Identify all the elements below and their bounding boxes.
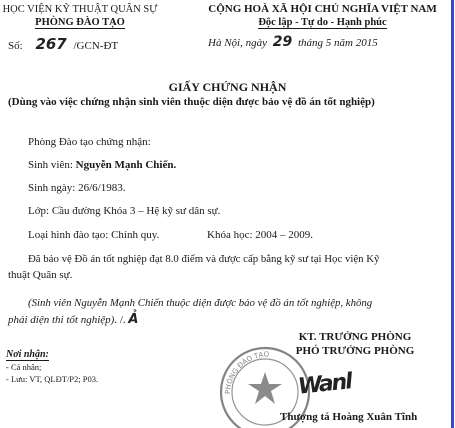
nation-name: CỘNG HOÀ XÃ HỘI CHỦ NGHĨA VIỆT NAM: [208, 3, 437, 15]
dept-name: PHÒNG ĐÀO TẠO: [35, 17, 125, 28]
class-line: Lớp: Cầu đường Khóa 3 – Hệ kỹ sư dân sự.: [28, 205, 221, 217]
sign-title-2: PHÓ TRƯỞNG PHÒNG: [295, 345, 415, 357]
handwritten-signature: Wanl: [296, 369, 352, 400]
date-suffix: tháng 5 năm 2015: [297, 37, 378, 49]
sign-title-1: KT. TRƯỞNG PHÒNG: [298, 331, 412, 343]
date-prefix: Hà Nội, ngày: [208, 37, 267, 49]
doc-subtitle: (Dùng vào việc chứng nhận sinh viên thuộc diện được bảo vệ đồ án tốt nghiệp): [8, 96, 375, 108]
signer-name: Thượng tá Hoàng Xuân Tĩnh: [280, 411, 418, 423]
document-number: [8, 35, 118, 53]
note-initial: Ả: [128, 312, 139, 327]
recipients-wrap: [6, 349, 49, 361]
dept-name-wrap: [0, 16, 160, 29]
recipients-label: Nơi nhận:: [6, 349, 49, 360]
intro-line: Phòng Đào tạo chứng nhận:: [28, 136, 151, 148]
issue-date: [208, 34, 378, 50]
note-text: phải diện thi tốt nghiệp).: [8, 314, 118, 326]
student-line: [28, 158, 176, 172]
number-prefix: Số:: [8, 40, 23, 52]
recipient-item: - Cá nhân;: [6, 362, 42, 372]
result-line-2: thuật Quân sự.: [8, 269, 73, 281]
number-value: 267: [35, 35, 67, 53]
course-line: Khóa học: 2004 – 2009.: [207, 229, 314, 241]
result-line-1: Đã bảo vệ Đồ án tốt nghiệp đạt 8.0 điểm và được cấp bằng kỹ sư tại Học viện Kỹ: [28, 253, 380, 265]
org-name: HỌC VIỆN KỸ THUẬT QUÂN SỰ: [2, 4, 158, 15]
scan-edge: [451, 0, 454, 428]
note-mark: /.: [119, 314, 126, 326]
date-day: 29: [272, 34, 293, 50]
student-label: Sinh viên:: [28, 159, 73, 171]
motto: Độc lập - Tự do - Hạnh phúc: [258, 17, 387, 28]
note-line-2: [8, 313, 138, 327]
doc-title: GIẤY CHỨNG NHẬN: [168, 80, 287, 94]
recipient-item: - Lưu: VT, QLĐT/P2; P03.: [6, 374, 99, 384]
stamp-text: PHÒNG ĐÀO TẠO: [223, 350, 270, 395]
note-line-1: (Sinh viên Nguyễn Mạnh Chiến thuộc diện được bảo vệ đồ án tốt nghiệp, không: [28, 297, 373, 309]
training-type-line: Loại hình đào tạo: Chính quy.: [28, 229, 160, 241]
motto-wrap: [190, 16, 455, 29]
number-suffix: /GCN-ĐT: [73, 40, 119, 52]
student-name: Nguyễn Mạnh Chiến.: [75, 159, 177, 171]
dob-line: Sinh ngày: 26/6/1983.: [28, 182, 126, 194]
